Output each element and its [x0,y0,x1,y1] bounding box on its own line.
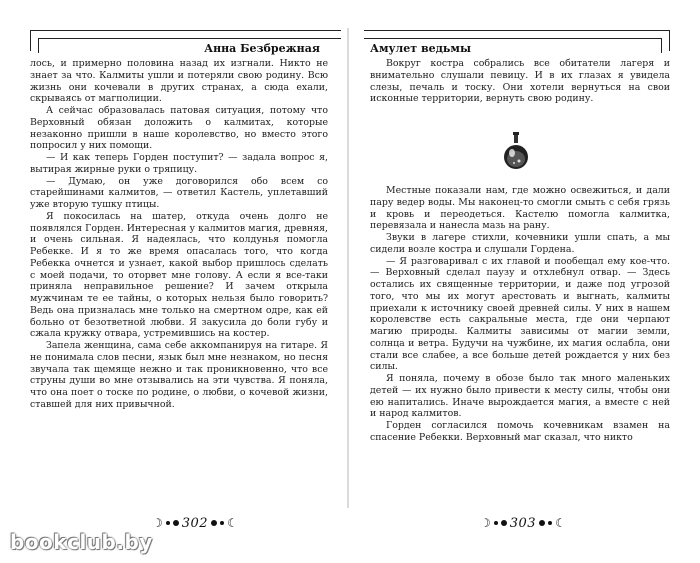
paragraph: Запела женщина, сама себе аккомпанируя на гитаре. Я не понимала слов песни, язык был мне незнаком, но песня звучала так щемяще нежно и так проникновенно, что все струны души во мне отзывались на эти чувства. Я поняла, что она поет о тоске по родине, о любви, о кочевой жизни, ставшей для них привычной. [30,340,328,410]
potion-bottle-icon [502,131,530,171]
paragraph: — Я разговаривал с их главой и пообещал ему кое-что. — Верховный сделал паузу и отхлебнул отвар. — Здесь остались их священные территории, и даже под угрозой того, что мы их могут арестовать и выгнать, калмиты приехали к источнику своей древней силы. У них в нашем королевстве есть сакральные места, где они черпают магию природы. Калмиты зависимы от магии земли, солнца и ветра. Будучи на чужбине, их магия ослабла, они стали все слабее, а все больше детей рождается у них без силы. [370,255,670,373]
crescent-moon-icon: ☽ [480,516,491,530]
running-head-author: Анна Безбрежная [204,42,320,55]
paragraph: А сейчас образовалась патовая ситуация, потому что Верховный обязан доложить о калмитах, которые незаконно пришли в наше королевство, но вместо этого попросил у них помощи. [30,105,328,152]
crescent-moon-icon: ☾ [555,516,566,530]
right-page-text-bottom [370,185,670,444]
crescent-moon-icon: ☾ [227,516,238,530]
right-page-text-top [370,58,670,105]
dot-icon [173,520,179,526]
left-page [0,0,348,563]
paragraph: — И как теперь Горден поступит? — задала вопрос я, вытирая жирные руки о тряпицу. [30,152,328,175]
page-number-ornament [152,512,238,534]
paragraph: Местные показали нам, где можно освежиться, и дали пару ведер воды. Мы наконец-то смогли смыть с себя грязь и кровь и переодеться. Кастелю помогла калмитка, перевязала и нанесла мазь на рану. [370,185,670,232]
dot-icon [539,520,545,526]
page-number: 303 [509,515,537,531]
dot-icon [166,521,170,525]
paragraph: Я поняла, почему в обозе было так много маленьких детей — их нужно было привести к месту силы, чтобы они ею напитались. Иначе вырождается магия, а вместе с ней и народ калмитов. [370,373,670,420]
paragraph: лось, и примерно половина назад их изгнали. Никто не знает за что. Калмиты ушли и потеряли свою родину. Всю жизнь они кочевали в других странах, а сюда ехали, скрываясь от магполиции. [30,58,328,105]
crescent-moon-icon: ☽ [152,516,163,530]
paragraph: Горден согласился помочь кочевникам взамен на спасение Ребекки. Верховный маг сказал, что никто [370,420,670,443]
dot-icon [494,521,498,525]
left-page-text [30,58,328,411]
running-head-title: Амулет ведьмы [370,42,471,55]
page-number-ornament [480,512,566,534]
dot-icon [501,520,507,526]
paragraph: Вокруг костра собрались все обитатели лагеря и внимательно слушали певицу. И в их глазах я увидела слезы, печаль и тоску. Они хотели вернуться на свои исконные территории, вернуть свою родину. [370,58,670,105]
dot-icon [211,520,217,526]
watermark: bookclub.by [10,530,153,554]
paragraph: Я покосилась на шатер, откуда очень долго не появлялся Горден. Интересная у калмитов магия, древняя, и очень сильная. Я надеялась, что колдунья помогла Ребекке. И я то же время опасалась того, что когда Ребекка очнется и узнает, какой выбор пришлось сделать с моей подачи, то оторвет мне голову. А если я все-таки приняла неправильное решение? И зачем открыла мужчинам те ее тайны, о которых нельзя было говорить? Ведь она призналась мне только на смертном одре, как ей больно от безответной любви. Я закусила до боли губу и сжала кружку отвара, устремившись на костер. [30,210,328,340]
paragraph: Звуки в лагере стихли, кочевники ушли спать, а мы сидели возле костра и слушали Гордена. [370,232,670,255]
page-number: 302 [181,515,209,531]
dot-icon [548,521,552,525]
dot-icon [220,521,224,525]
paragraph: — Думаю, он уже договорился обо всем со старейшинами калмитов, — ответил Кастель, уплетавший уже вторую тушку птицы. [30,175,328,210]
right-page [350,0,700,563]
